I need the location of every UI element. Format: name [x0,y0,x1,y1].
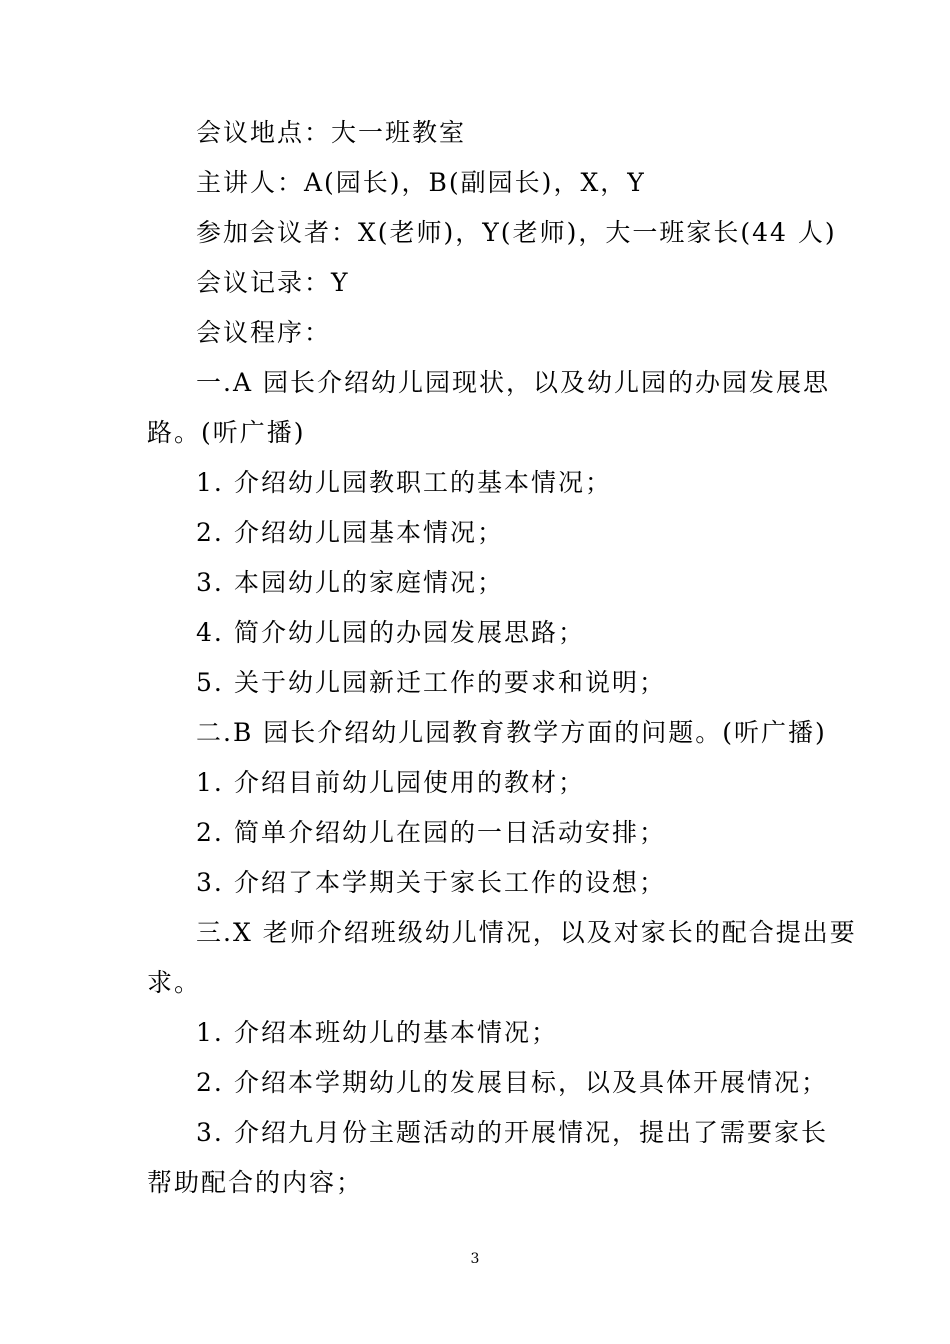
item-number: 4. [196,618,224,647]
item-text: 介绍了本学期关于家长工作的设想； [234,868,667,897]
list-item [196,518,504,548]
section-3-heading: 三.X 老师介绍班级幼儿情况，以及对家长的配合提出要 [196,918,857,947]
section-3-heading-cont: 求。 [147,968,202,997]
speakers: 主讲人：A(园长)，B(副园长)，X，Y [196,168,646,197]
list-item [196,468,612,498]
recorder: 会议记录：Y [196,268,350,297]
item-number: 1. [196,1018,224,1047]
list-item [196,868,666,898]
list-item [196,568,504,598]
item-text: 本园幼儿的家庭情况； [234,568,505,597]
item-number: 1. [196,468,224,497]
list-item [196,668,666,698]
section-1-heading-cont: 路。(听广播) [147,418,306,447]
item-text: 关于幼儿园新迁工作的要求和说明； [234,668,667,697]
item-number: 2. [196,518,224,547]
item-number: 2. [196,818,224,847]
agenda-heading: 会议程序： [196,318,332,347]
item-text: 介绍九月份主题活动的开展情况，提出了需要家长 [234,1118,829,1147]
item-number: 2. [196,1068,224,1097]
attendees: 参加会议者：X(老师)，Y(老师)，大一班家长(44 人) [196,218,837,247]
list-item [196,1118,828,1148]
list-item [196,818,666,848]
list-item [196,1018,558,1048]
page-number: 3 [470,1251,480,1267]
section-1-heading: 一.A 园长介绍幼儿园现状，以及幼儿园的办园发展思 [196,368,830,397]
item-number: 3. [196,868,224,897]
item-text: 介绍本班幼儿的基本情况； [234,1018,559,1047]
item-number: 3. [196,1118,224,1147]
item-text: 简单介绍幼儿在园的一日活动安排； [234,818,667,847]
list-item [196,768,585,798]
section-2-heading: 二.B 园长介绍幼儿园教育教学方面的问题。(听广播) [196,718,827,747]
meeting-location: 会议地点：大一班教室 [196,118,467,147]
item-text: 介绍幼儿园教职工的基本情况； [234,468,613,497]
list-item-cont: 帮助配合的内容； [147,1168,364,1197]
item-text: 介绍幼儿园基本情况； [234,518,505,547]
item-number: 1. [196,768,224,797]
item-number: 3. [196,568,224,597]
item-text: 简介幼儿园的办园发展思路； [234,618,586,647]
item-text: 介绍目前幼儿园使用的教材； [234,768,586,797]
list-item [196,618,585,648]
list-item [196,1068,828,1098]
item-text: 介绍本学期幼儿的发展目标，以及具体开展情况； [234,1068,829,1097]
item-number: 5. [196,668,224,697]
